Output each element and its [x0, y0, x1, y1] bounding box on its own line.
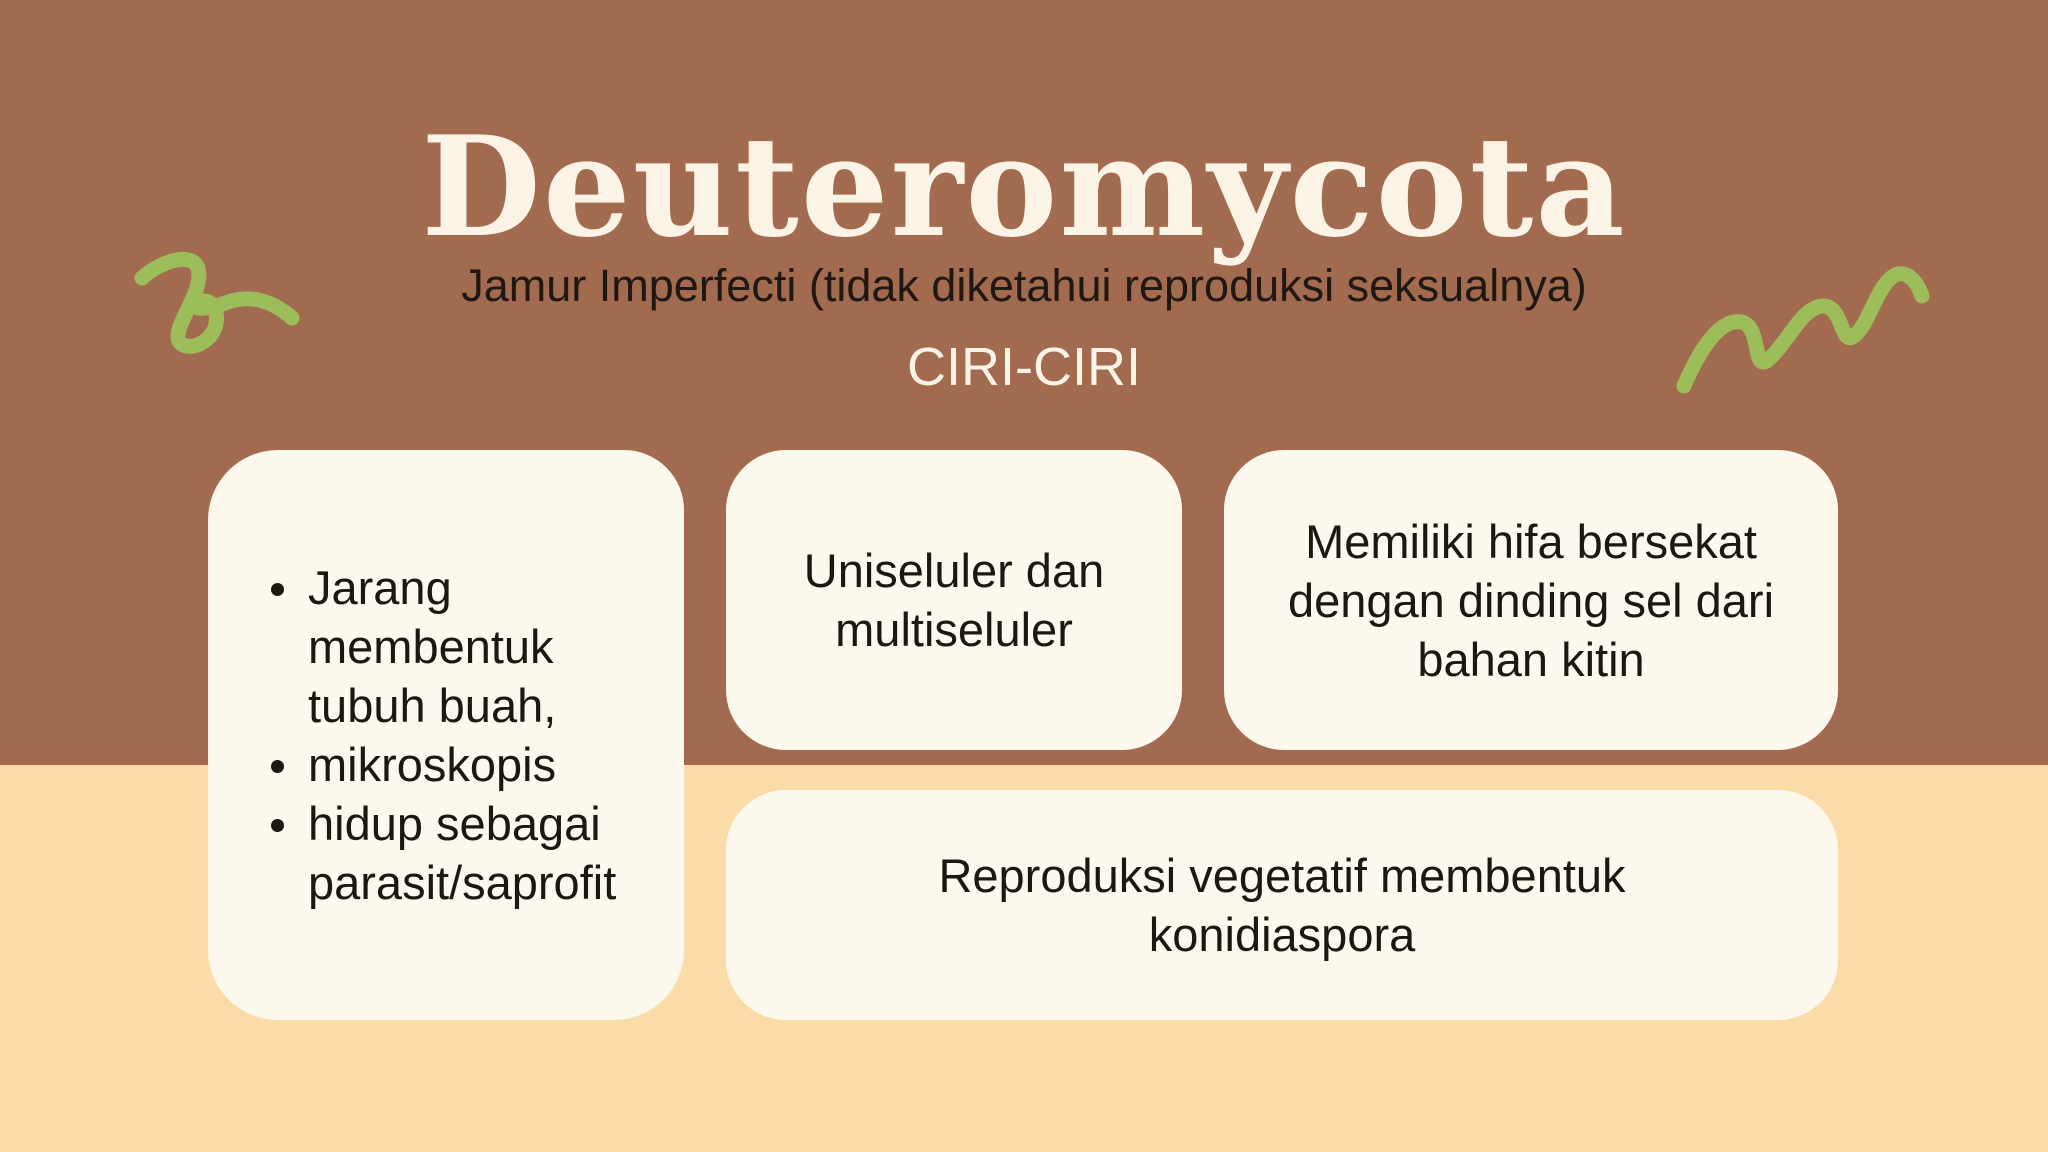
bullet-item-lifestyle: hidup sebagai parasit/saprofit	[268, 794, 644, 912]
bullet-list	[268, 558, 644, 912]
bullet-item-fruiting-body: Jarang membentuk tubuh buah,	[268, 558, 644, 735]
card-cell-type-text: Uniseluler dan multiseluler	[803, 544, 1105, 656]
card-cell-type	[726, 450, 1182, 750]
card-reproduction-text: Reproduksi vegetatif membentuk konidiaspora	[938, 849, 1626, 961]
slide-title: Deuteromycota	[421, 105, 1627, 268]
card-hyphae-text: Memiliki hifa bersekat dengan dinding sel dari bahan kitin	[1287, 514, 1775, 686]
bullet-item-microscopic: mikroskopis	[268, 735, 644, 794]
section-label: CIRI-CIRI	[907, 337, 1141, 397]
card-hyphae	[1224, 450, 1838, 750]
slide-subtitle: Jamur Imperfecti (tidak diketahui reproduksi seksualnya)	[461, 260, 1587, 311]
card-characteristics-list	[208, 450, 684, 1020]
card-reproduction	[726, 790, 1838, 1020]
